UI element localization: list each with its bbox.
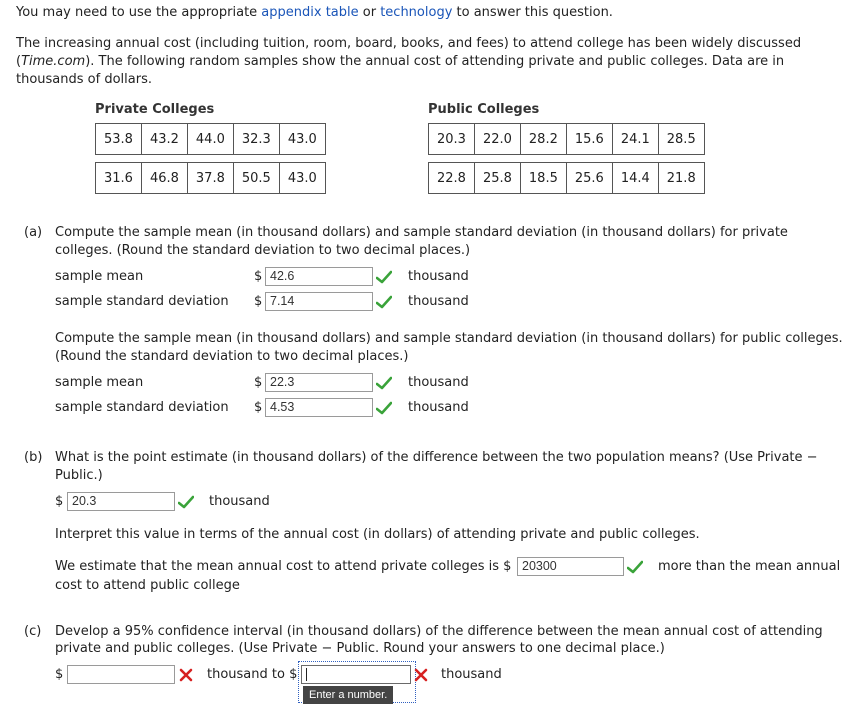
table-cell: 22.8 bbox=[429, 163, 475, 194]
intro-text: You may need to use the appropriate appendix table or technology to answer this question. bbox=[16, 5, 613, 20]
table-cell: 44.0 bbox=[187, 124, 233, 155]
source-name: Time.com bbox=[21, 54, 86, 69]
unit-thousand: thousand bbox=[209, 494, 270, 509]
unit-thousand: thousand bbox=[408, 294, 469, 309]
technology-link[interactable]: technology bbox=[380, 5, 453, 20]
unit-thousand: thousand bbox=[408, 269, 469, 284]
estimate-sentence-suffix: more than the mean annual bbox=[658, 559, 841, 574]
part-a-label: (a) bbox=[24, 225, 43, 240]
interpret-instruction: Interpret this value in terms of the annual cost (in dollars) of attending private and public colleges. bbox=[55, 527, 700, 542]
private-colleges-table-row2 bbox=[95, 162, 326, 194]
ci-upper-input[interactable] bbox=[301, 665, 411, 684]
estimate-sentence-line-2: cost to attend public college bbox=[55, 578, 240, 593]
cross-icon bbox=[414, 668, 428, 682]
table-cell: 53.8 bbox=[96, 124, 142, 155]
table-cell: 28.2 bbox=[520, 124, 566, 155]
part-a-question-line-2: colleges. (Round the standard deviation to two decimal places.) bbox=[55, 243, 471, 258]
private-sd-label: sample standard deviation bbox=[55, 294, 229, 309]
check-icon bbox=[376, 401, 392, 415]
table-cell: 18.5 bbox=[520, 163, 566, 194]
ci-lower-input[interactable] bbox=[67, 665, 175, 684]
check-icon bbox=[376, 376, 392, 390]
public-sd-label: sample standard deviation bbox=[55, 400, 229, 415]
part-a-question2-line-1: Compute the sample mean (in thousand dollars) and sample standard deviation (in thousand dollars) for public colleges. bbox=[55, 331, 843, 346]
problem-line-2: (Time.com). The following random samples show the annual cost of attending private and public colleges. Data are in bbox=[16, 54, 785, 69]
dollar-sign: $ bbox=[55, 494, 64, 509]
estimate-sentence-prefix: We estimate that the mean annual cost to attend private colleges is $ bbox=[55, 559, 512, 574]
private-colleges-table bbox=[95, 123, 326, 155]
unit-thousand: thousand bbox=[441, 667, 502, 682]
table-cell: 14.4 bbox=[612, 163, 658, 194]
problem-line-1: The increasing annual cost (including tuition, room, board, books, and fees) to attend college has been widely discussed bbox=[16, 36, 802, 51]
table-cell: 46.8 bbox=[141, 163, 187, 194]
table-cell: 43.0 bbox=[279, 124, 325, 155]
table-row bbox=[96, 124, 326, 155]
input-tooltip: Enter a number. bbox=[303, 686, 393, 704]
table-cell: 20.3 bbox=[429, 124, 475, 155]
table-cell: 32.3 bbox=[233, 124, 279, 155]
unit-thousand: thousand bbox=[408, 375, 469, 390]
ci-mid-text: thousand to $ bbox=[207, 667, 298, 682]
public-colleges-table-row2 bbox=[428, 162, 705, 194]
table-cell: 31.6 bbox=[96, 163, 142, 194]
part-b-label: (b) bbox=[24, 450, 43, 465]
public-mean-input[interactable]: 22.3 bbox=[265, 373, 373, 392]
public-mean-label: sample mean bbox=[55, 375, 144, 390]
part-b-question-line-2: Public.) bbox=[55, 468, 103, 483]
check-icon bbox=[376, 295, 392, 309]
check-icon bbox=[178, 495, 194, 509]
part-c-question-line-2: private and public colleges. (Use Private − Public. Round your answers to one decimal place.) bbox=[55, 641, 665, 656]
dollar-sign: $ bbox=[254, 375, 263, 390]
public-colleges-header: Public Colleges bbox=[428, 102, 540, 117]
part-a-question2-line-2: (Round the standard deviation to two decimal places.) bbox=[55, 349, 409, 364]
unit-thousand: thousand bbox=[408, 400, 469, 415]
public-colleges-table bbox=[428, 123, 705, 155]
dollars-difference-input[interactable]: 20300 bbox=[517, 557, 624, 576]
dollar-sign: $ bbox=[254, 294, 263, 309]
private-mean-input[interactable]: 42.6 bbox=[265, 267, 373, 286]
part-b-question-line-1: What is the point estimate (in thousand dollars) of the difference between the two population means? (Use Private − bbox=[55, 450, 818, 465]
table-row bbox=[96, 163, 326, 194]
check-icon bbox=[376, 270, 392, 284]
table-cell: 21.8 bbox=[658, 163, 704, 194]
table-cell: 15.6 bbox=[566, 124, 612, 155]
table-cell: 43.0 bbox=[279, 163, 325, 194]
table-cell: 28.5 bbox=[658, 124, 704, 155]
text-cursor bbox=[306, 668, 307, 681]
dollar-sign: $ bbox=[254, 400, 263, 415]
part-c-label: (c) bbox=[24, 624, 42, 639]
private-colleges-header: Private Colleges bbox=[95, 102, 215, 117]
private-mean-label: sample mean bbox=[55, 269, 144, 284]
table-cell: 25.8 bbox=[474, 163, 520, 194]
part-a-question-line-1: Compute the sample mean (in thousand dollars) and sample standard deviation (in thousand dollars) for private bbox=[55, 225, 788, 240]
cross-icon bbox=[179, 668, 193, 682]
table-cell: 50.5 bbox=[233, 163, 279, 194]
table-row bbox=[429, 163, 705, 194]
dollar-sign: $ bbox=[55, 667, 64, 682]
point-estimate-input[interactable]: 20.3 bbox=[67, 492, 175, 511]
table-cell: 22.0 bbox=[474, 124, 520, 155]
table-cell: 24.1 bbox=[612, 124, 658, 155]
appendix-table-link[interactable]: appendix table bbox=[261, 5, 359, 20]
table-cell: 37.8 bbox=[187, 163, 233, 194]
table-row bbox=[429, 124, 705, 155]
check-icon bbox=[627, 560, 643, 574]
dollar-sign: $ bbox=[254, 269, 263, 284]
table-cell: 43.2 bbox=[141, 124, 187, 155]
public-sd-input[interactable]: 4.53 bbox=[265, 398, 373, 417]
table-cell: 25.6 bbox=[566, 163, 612, 194]
private-sd-input[interactable]: 7.14 bbox=[265, 292, 373, 311]
part-c-question-line-1: Develop a 95% confidence interval (in thousand dollars) of the difference between the mean annual cost of attending bbox=[55, 624, 823, 639]
problem-line-3: thousands of dollars. bbox=[16, 72, 152, 87]
